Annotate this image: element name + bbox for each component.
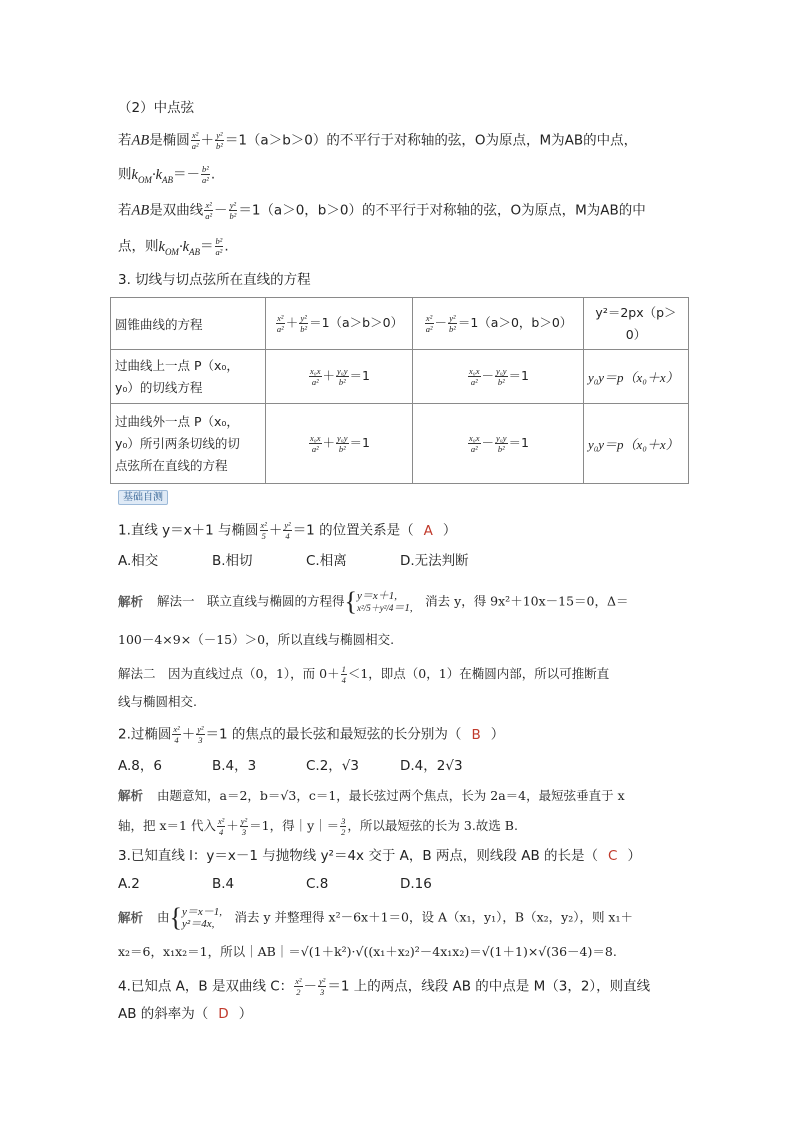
q2-solution-2: 轴，把 x＝1 代入 $\frac{\text{x²}}{4}$ ＋ $\frac{\text{y²}}{3}$ ＝1，得｜y｜＝ $\frac{3}{2}$ ，所以最短弦的长为 3.故选 B. (118, 816, 518, 837)
table-cell: 过曲线上一点 P（x₀， y₀）的切线方程 (111, 350, 266, 404)
heading-tangent-lines: 3. 切线与切点弦所在直线的方程 (118, 272, 311, 288)
midpoint-hyperbola-line2: 点，则$k_{OM}\cdot k_{AB}=$ $\frac{\text{b²}}{\text{a²}}$ . (118, 236, 229, 257)
q1-solution-2: 100－4×9×（－15）＞0，所以直线与椭圆相交. (118, 632, 395, 647)
q2-answer: B (471, 726, 481, 743)
q1-solution-3: 解法二 因为直线过点（0，1），而 0＋ $\frac{1}{4}$ ＜1，即点（0，1）在椭圆内部，所以可推断直 (118, 664, 610, 685)
q2-stem: 2.过椭圆 $\frac{\text{x²}}{4}$ ＋ $\frac{\text{y²}}{3}$ ＝1 的焦点的最长弦和最短弦的长分别为（ B ） (118, 724, 505, 745)
q3-stem: 3.已知直线 l：y＝x－1 与抛物线 y²＝4x 交于 A，B 两点，则线段 AB 的长是（ C ） (118, 848, 641, 864)
table-cell: y²＝2px（p＞ 0） (584, 298, 689, 350)
q2-options: A.8，6 B.4，3 C.2，√3 D.4，2√3 (118, 758, 463, 774)
q4-stem-2: AB 的斜率为（ D ） (118, 1006, 253, 1022)
q4-stem-1: 4.已知点 A，B 是双曲线 C： $\frac{\text{x²}}{2}$ － $\frac{\text{y²}}{3}$ ＝1 上的两点，线段 AB 的中点是 M（3，2），则直线 (118, 976, 651, 997)
table-cell: $\frac{\text{x²}}{\text{a²}}$ ＋ $\frac{\text{y²}}{\text{b²}}$ ＝1（a＞b＞0） (266, 298, 413, 350)
q4-answer: D (218, 1006, 229, 1022)
table-cell: $\frac{\text{x₀x}}{\text{a²}}$ － $\frac{\text{y₀y}}{\text{b²}}$ ＝1 (413, 404, 584, 484)
q2-solution-1: 解析 由题意知，a＝2，b＝√3，c＝1，最长弦过两个焦点，长为 2a＝4，最短弦垂直于 x (118, 788, 625, 803)
table-cell: $\frac{\text{x₀x}}{\text{a²}}$ － $\frac{\text{y₀y}}{\text{b²}}$ ＝1 (413, 350, 584, 404)
q1-answer: A (423, 522, 433, 539)
midpoint-ellipse-line2: 则$k_{OM}\cdot k_{AB}=-$ $\frac{\text{b²}}{\text{a²}}$ . (118, 164, 216, 185)
midpoint-hyperbola-line1: 若AB是双曲线 $\frac{\text{x²}}{\text{a²}}$ － $\frac{\text{y²}}{\text{b²}}$ ＝1（a＞0，b＞0）的不平行于对称轴的弦，O为原点，M为AB的中 (118, 200, 646, 221)
heading-midpoint-chord: （2）中点弦 (118, 100, 195, 116)
midpoint-ellipse-line1: 若AB是椭圆 $\frac{\text{x²}}{\text{a²}}$ ＋ $\frac{\text{y²}}{\text{b²}}$ ＝1（a＞b＞0）的不平行于对称轴的弦，O为原点，M为AB的中点， (118, 130, 638, 151)
q1-options: A.相交 B.相切 C.相离 D.无法判断 (118, 553, 469, 569)
q1-stem: 1.直线 y＝x＋1 与椭圆 $\frac{\text{x²}}{5}$ ＋ $\frac{\text{y²}}{4}$ ＝1 的位置关系是（ A ） (118, 520, 457, 541)
table-cell: $\frac{\text{x²}}{\text{a²}}$ － $\frac{\text{y²}}{\text{b²}}$ ＝1（a＞0，b＞0） (413, 298, 584, 350)
q1-solution-4: 线与椭圆相交. (118, 694, 197, 709)
q3-solution-1: 解析 由{y＝x－1, y²＝4x, 消去 y 并整理得 x²－6x＋1＝0，设 A（x₁，y₁），B（x₂，y₂），则 x₁＋ (118, 903, 633, 932)
table-cell: y₀y＝p（x₀＋x） (584, 350, 689, 404)
table-cell: $\frac{\text{x₀x}}{\text{a²}}$ ＋ $\frac{\text{y₀y}}{\text{b²}}$ ＝1 (266, 350, 413, 404)
table-cell: 过曲线外一点 P（x₀， y₀）所引两条切线的切 点弦所在直线的方程 (111, 404, 266, 484)
table-cell: 圆锥曲线的方程 (111, 298, 266, 350)
table-cell: y₀y＝p（x₀＋x） (584, 404, 689, 484)
self-test-tag: 基础自测 (118, 490, 168, 505)
q3-solution-2: x₂＝6，x₁x₂＝1，所以｜AB｜＝√(1＋k²)·√((x₁＋x₂)²－4x₁x₂)＝√(1＋1)×√(36－4)＝8. (118, 944, 617, 959)
q1-solution-1: 解析 解法一 联立直线与椭圆的方程得{y＝x＋1, x²/5＋y²/4＝1, 消去 y，得 9x²＋10x－15＝0，Δ＝ (118, 587, 629, 616)
q3-answer: C (608, 848, 618, 864)
q3-options: A.2 B.4 C.8 D.16 (118, 876, 432, 892)
tangent-equation-table (110, 297, 689, 484)
table-cell: $\frac{\text{x₀x}}{\text{a²}}$ ＋ $\frac{\text{y₀y}}{\text{b²}}$ ＝1 (266, 404, 413, 484)
